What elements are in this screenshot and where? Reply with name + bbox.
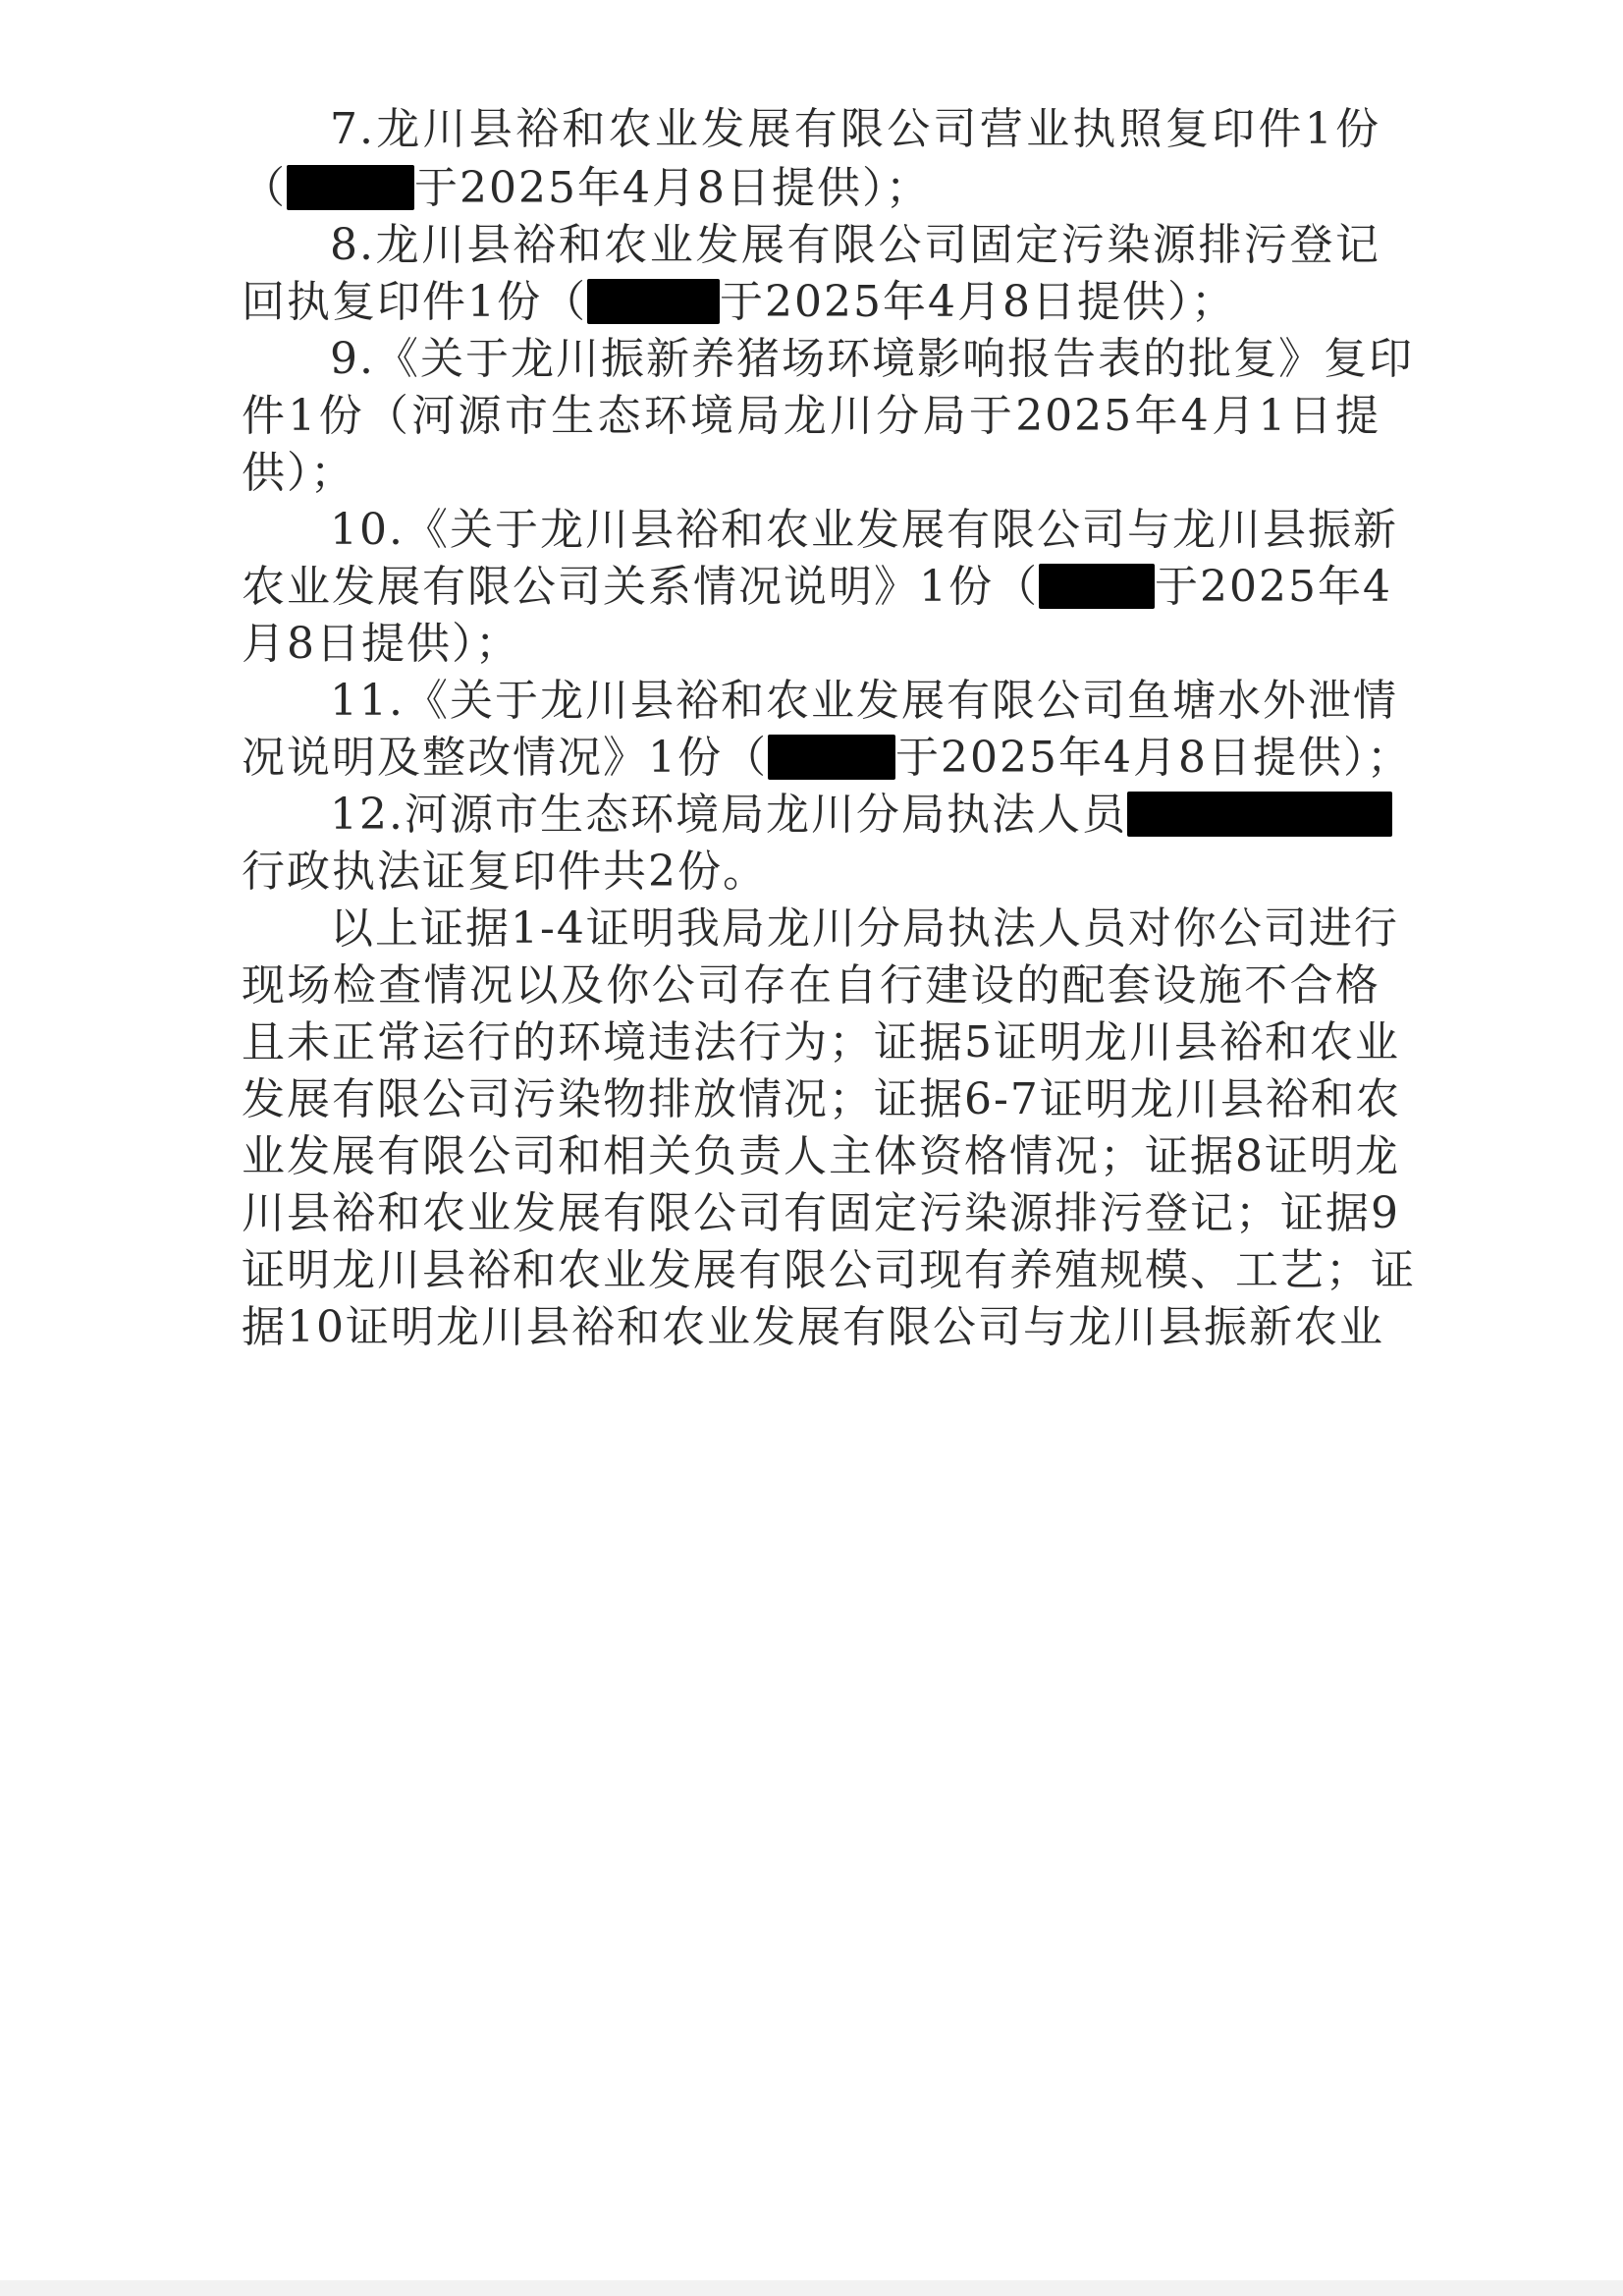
evidence-item-9-line-2: 件1份（河源市生态环境局龙川分局于2025年4月1日提: [242, 391, 1380, 441]
evidence-item-11-line-1: 11.《关于龙川县裕和农业发展有限公司鱼塘水外泄情: [330, 676, 1398, 726]
summary-line-3: 且未正常运行的环境违法行为；证据5证明龙川县裕和农业: [242, 1017, 1400, 1067]
evidence-item-11-prefix: 况说明及整改情况》1份（: [242, 733, 768, 783]
evidence-item-7-line-1: 7.龙川县裕和农业发展有限公司营业执照复印件1份: [330, 104, 1380, 154]
open-paren: （: [242, 163, 287, 213]
page-bottom-edge: [0, 2280, 1623, 2296]
evidence-item-10-date: 于2025年4: [1155, 562, 1392, 612]
evidence-item-9-line-1: 9.《关于龙川振新养猪场环境影响报告表的批复》复印: [330, 334, 1414, 384]
summary-line-1: 以上证据1-4证明我局龙川分局执法人员对你公司进行: [330, 903, 1399, 954]
summary-line-6: 川县裕和农业发展有限公司有固定污染源排污登记；证据9: [242, 1188, 1400, 1238]
summary-line-4: 发展有限公司污染物排放情况；证据6-7证明龙川县裕和农: [242, 1074, 1401, 1124]
evidence-item-12-prefix: 12.河源市生态环境局龙川分局执法人员: [330, 790, 1127, 840]
evidence-item-8-prefix: 回执复印件1份（: [242, 277, 587, 327]
evidence-item-9-line-3: 供）；: [242, 448, 355, 498]
evidence-item-10-prefix: 农业发展有限公司关系情况说明》1份（: [242, 562, 1039, 612]
summary-line-2: 现场检查情况以及你公司存在自行建设的配套设施不合格: [242, 960, 1380, 1011]
summary-line-5: 业发展有限公司和相关负责人主体资格情况；证据8证明龙: [242, 1131, 1400, 1181]
evidence-item-7-date: 于2025年4月8日提供）；: [414, 163, 931, 213]
summary-line-8: 据10证明龙川县裕和农业发展有限公司与龙川县振新农业: [242, 1302, 1384, 1352]
evidence-item-10-line-1: 10.《关于龙川县裕和农业发展有限公司与龙川县振新: [330, 505, 1398, 555]
evidence-item-10-line-3: 月8日提供）；: [242, 619, 520, 669]
evidence-item-12-line-2: 行政执法证复印件共2份。: [242, 847, 768, 897]
summary-line-7: 证明龙川县裕和农业发展有限公司现有养殖规模、工艺；证: [242, 1245, 1416, 1295]
evidence-item-11-date: 于2025年4月8日提供）；: [895, 733, 1412, 783]
evidence-item-8-date: 于2025年4月8日提供）；: [720, 277, 1236, 327]
evidence-item-8-line-1: 8.龙川县裕和农业发展有限公司固定污染源排污登记: [330, 220, 1380, 270]
